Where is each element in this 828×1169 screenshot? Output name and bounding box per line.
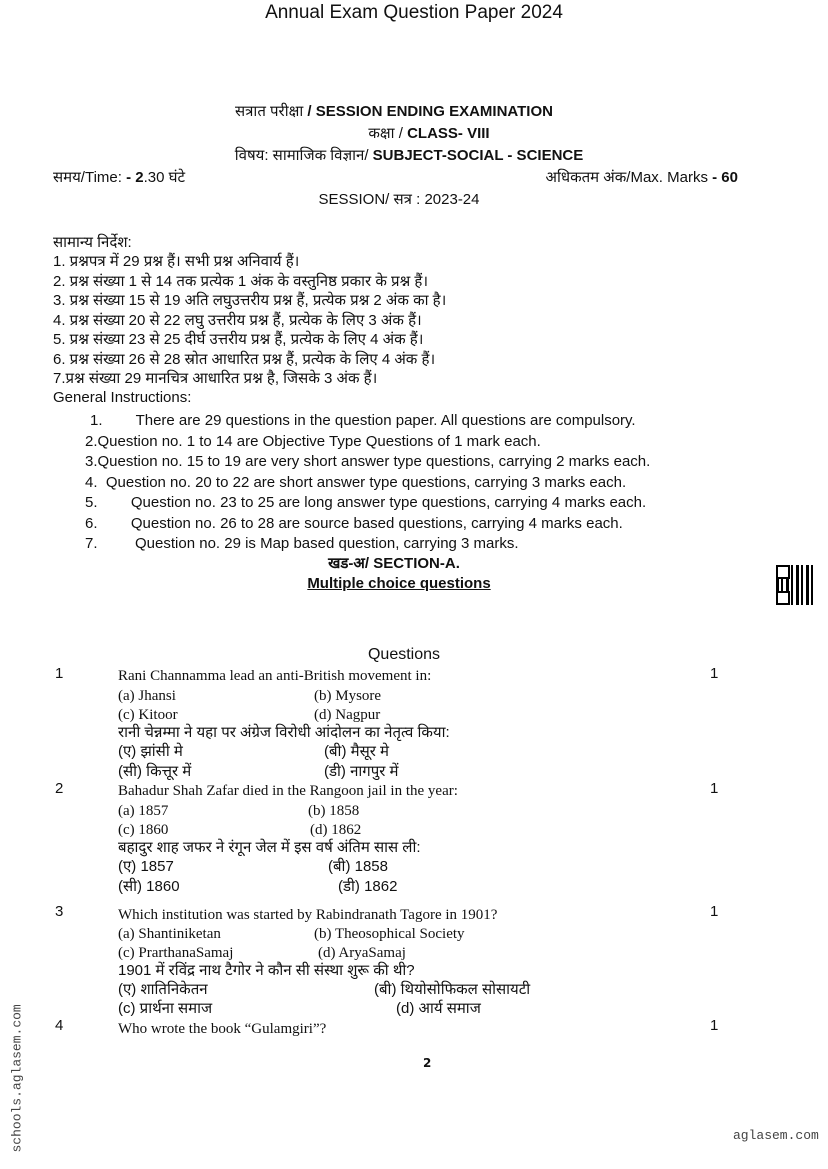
questions-heading: Questions bbox=[367, 646, 441, 663]
instructions-en-heading: General Instructions: bbox=[53, 389, 192, 406]
question-number: 4 bbox=[55, 1017, 64, 1034]
instruction-hi: 1. प्रश्नपत्र में 29 प्रश्न हैं। सभी प्रश्न अनिवार्य हैं। bbox=[53, 253, 300, 270]
exam-title-hi: सत्रात परीक्षा bbox=[235, 103, 304, 120]
instruction-hi: 3. प्रश्न संख्या 15 से 19 अति लघुउत्तरीय प्रश्न हैं, प्रत्येक प्रश्न 2 अंक का है। bbox=[53, 292, 447, 309]
option-hi: (ए) शातिनिकेतन bbox=[118, 981, 208, 998]
class-line bbox=[15, 123, 828, 143]
option: (d) 1862 bbox=[310, 822, 362, 838]
option-hi: (ए) झांसी मे bbox=[118, 743, 183, 760]
question-number: 3 bbox=[55, 903, 64, 920]
subject-hi: विषय: सामाजिक विज्ञान/ bbox=[234, 147, 369, 164]
qr-code bbox=[776, 565, 816, 605]
question-marks: 1 bbox=[710, 665, 719, 682]
option-hi: (ए) 1857 bbox=[118, 858, 174, 875]
instruction-en: 3.Question no. 15 to 19 are very short answer type questions, carrying 2 marks each. bbox=[85, 453, 651, 470]
exam-title bbox=[0, 101, 808, 121]
exam-title-en: / SESSION ENDING EXAMINATION bbox=[303, 103, 553, 120]
section-title: खड-अ/ SECTION-A. bbox=[328, 555, 460, 572]
instruction-hi: 6. प्रश्न संख्या 26 से 28 स्रोत आधारित प्रश्न हैं, प्रत्येक के लिए 4 अंक हैं। bbox=[53, 351, 436, 368]
question-text: Rani Channamma lead an anti-British movement in: bbox=[118, 668, 432, 684]
option-hi: (d) आर्य समाज bbox=[396, 1000, 481, 1017]
question-text-hi: 1901 में रविंद्र नाथ टैगोर ने कौन सी संस्था शुरू की थी? bbox=[118, 962, 415, 979]
max-marks-line bbox=[546, 167, 738, 187]
class-en: CLASS- VIII bbox=[407, 125, 490, 142]
option-hi: (c) प्रार्थना समाज bbox=[118, 1000, 213, 1017]
bottom-watermark: aglasem.com bbox=[733, 1128, 819, 1143]
option: (c) 1860 bbox=[118, 822, 169, 838]
question-number: 1 bbox=[55, 665, 64, 682]
instruction-en: 6. Question no. 26 to 28 are source based questions, carrying 4 marks each. bbox=[85, 515, 623, 532]
question-text-hi: रानी चेन्नम्मा ने यहा पर अंग्रेज विरोधी आंदोलन का नेतृत्व किया: bbox=[118, 724, 450, 741]
page-number: 2 bbox=[423, 1056, 432, 1070]
instruction-en: 4. Question no. 20 to 22 are short answer type questions, carrying 3 marks each. bbox=[85, 474, 627, 491]
question-text: Bahadur Shah Zafar died in the Rangoon jail in the year: bbox=[118, 783, 458, 799]
option-hi: (सी) 1860 bbox=[118, 878, 180, 895]
option: (b) Mysore bbox=[314, 688, 382, 704]
question-text: Which institution was started by Rabindranath Tagore in 1901? bbox=[118, 907, 498, 923]
option-hi: (डी) नागपुर में bbox=[324, 763, 399, 780]
option-hi: (सी) कित्तूर में bbox=[118, 763, 192, 780]
class-hi: कक्षा / bbox=[368, 125, 408, 142]
page-title: Annual Exam Question Paper 2024 bbox=[265, 2, 563, 23]
session-line: SESSION/ सत्र : 2023-24 bbox=[318, 191, 480, 208]
side-watermark: schools.aglasem.com bbox=[9, 1004, 25, 1153]
option: (a) 1857 bbox=[118, 803, 169, 819]
question-text-hi: बहादुर शाह जफर ने रंगून जेल में इस वर्ष अंतिम सास ली: bbox=[118, 839, 421, 856]
instruction-en: 1. There are 29 questions in the question paper. All questions are compulsory. bbox=[90, 412, 636, 429]
time-label: समय/Time: bbox=[53, 169, 127, 186]
option-hi: (बी) थियोसोफिकल सोसायटी bbox=[374, 981, 531, 998]
instructions-hi-heading: सामान्य निर्देश: bbox=[53, 234, 132, 251]
instruction-en: 7. Question no. 29 is Map based question, carrying 3 marks. bbox=[85, 535, 519, 552]
option: (a) Jhansi bbox=[118, 688, 176, 704]
instruction-hi: 7.प्रश्न संख्या 29 मानचित्र आधारित प्रश्न है, जिसके 3 अंक हैं। bbox=[53, 370, 378, 387]
option-hi: (डी) 1862 bbox=[338, 878, 398, 895]
marks-label: अधिकतम अंक/Max. Marks bbox=[545, 169, 713, 186]
question-text: Who wrote the book “Gulamgiri”? bbox=[118, 1021, 327, 1037]
option: (b) 1858 bbox=[308, 803, 360, 819]
time-hours: - 2 bbox=[126, 169, 144, 186]
option: (b) Theosophical Society bbox=[314, 926, 465, 942]
option-hi: (बी) मैसूर मे bbox=[324, 743, 389, 760]
option: (d) Nagpur bbox=[314, 707, 381, 723]
question-marks: 1 bbox=[710, 903, 719, 920]
subject-line bbox=[0, 145, 823, 165]
section-subtitle: Multiple choice questions bbox=[307, 575, 491, 592]
question-marks: 1 bbox=[710, 1017, 719, 1034]
instruction-en: 2.Question no. 1 to 14 are Objective Type Questions of 1 mark each. bbox=[85, 433, 541, 450]
time-line bbox=[53, 167, 185, 187]
marks-value: - 60 bbox=[712, 169, 738, 186]
option: (c) Kitoor bbox=[118, 707, 178, 723]
option: (a) Shantiniketan bbox=[118, 926, 221, 942]
question-marks: 1 bbox=[710, 780, 719, 797]
option-hi: (बी) 1858 bbox=[328, 858, 388, 875]
time-rest: .30 घंटे bbox=[143, 169, 186, 186]
instruction-en: 5. Question no. 23 to 25 are long answer type questions, carrying 4 marks each. bbox=[85, 494, 647, 511]
option: (c) PrarthanaSamaj bbox=[118, 945, 234, 961]
instruction-hi: 5. प्रश्न संख्या 23 से 25 दीर्घ उत्तरीय प्रश्न हैं, प्रत्येक के लिए 4 अंक हैं। bbox=[53, 331, 424, 348]
instruction-hi: 2. प्रश्न संख्या 1 से 14 तक प्रत्येक 1 अंक के वस्तुनिष्ठ प्रकार के प्रश्न हैं। bbox=[53, 273, 429, 290]
instruction-hi: 4. प्रश्न संख्या 20 से 22 लघु उत्तरीय प्रश्न हैं, प्रत्येक के लिए 3 अंक हैं। bbox=[53, 312, 422, 329]
option: (d) AryaSamaj bbox=[318, 945, 406, 961]
question-number: 2 bbox=[55, 780, 64, 797]
subject-en: SUBJECT-SOCIAL - SCIENCE bbox=[368, 147, 584, 164]
